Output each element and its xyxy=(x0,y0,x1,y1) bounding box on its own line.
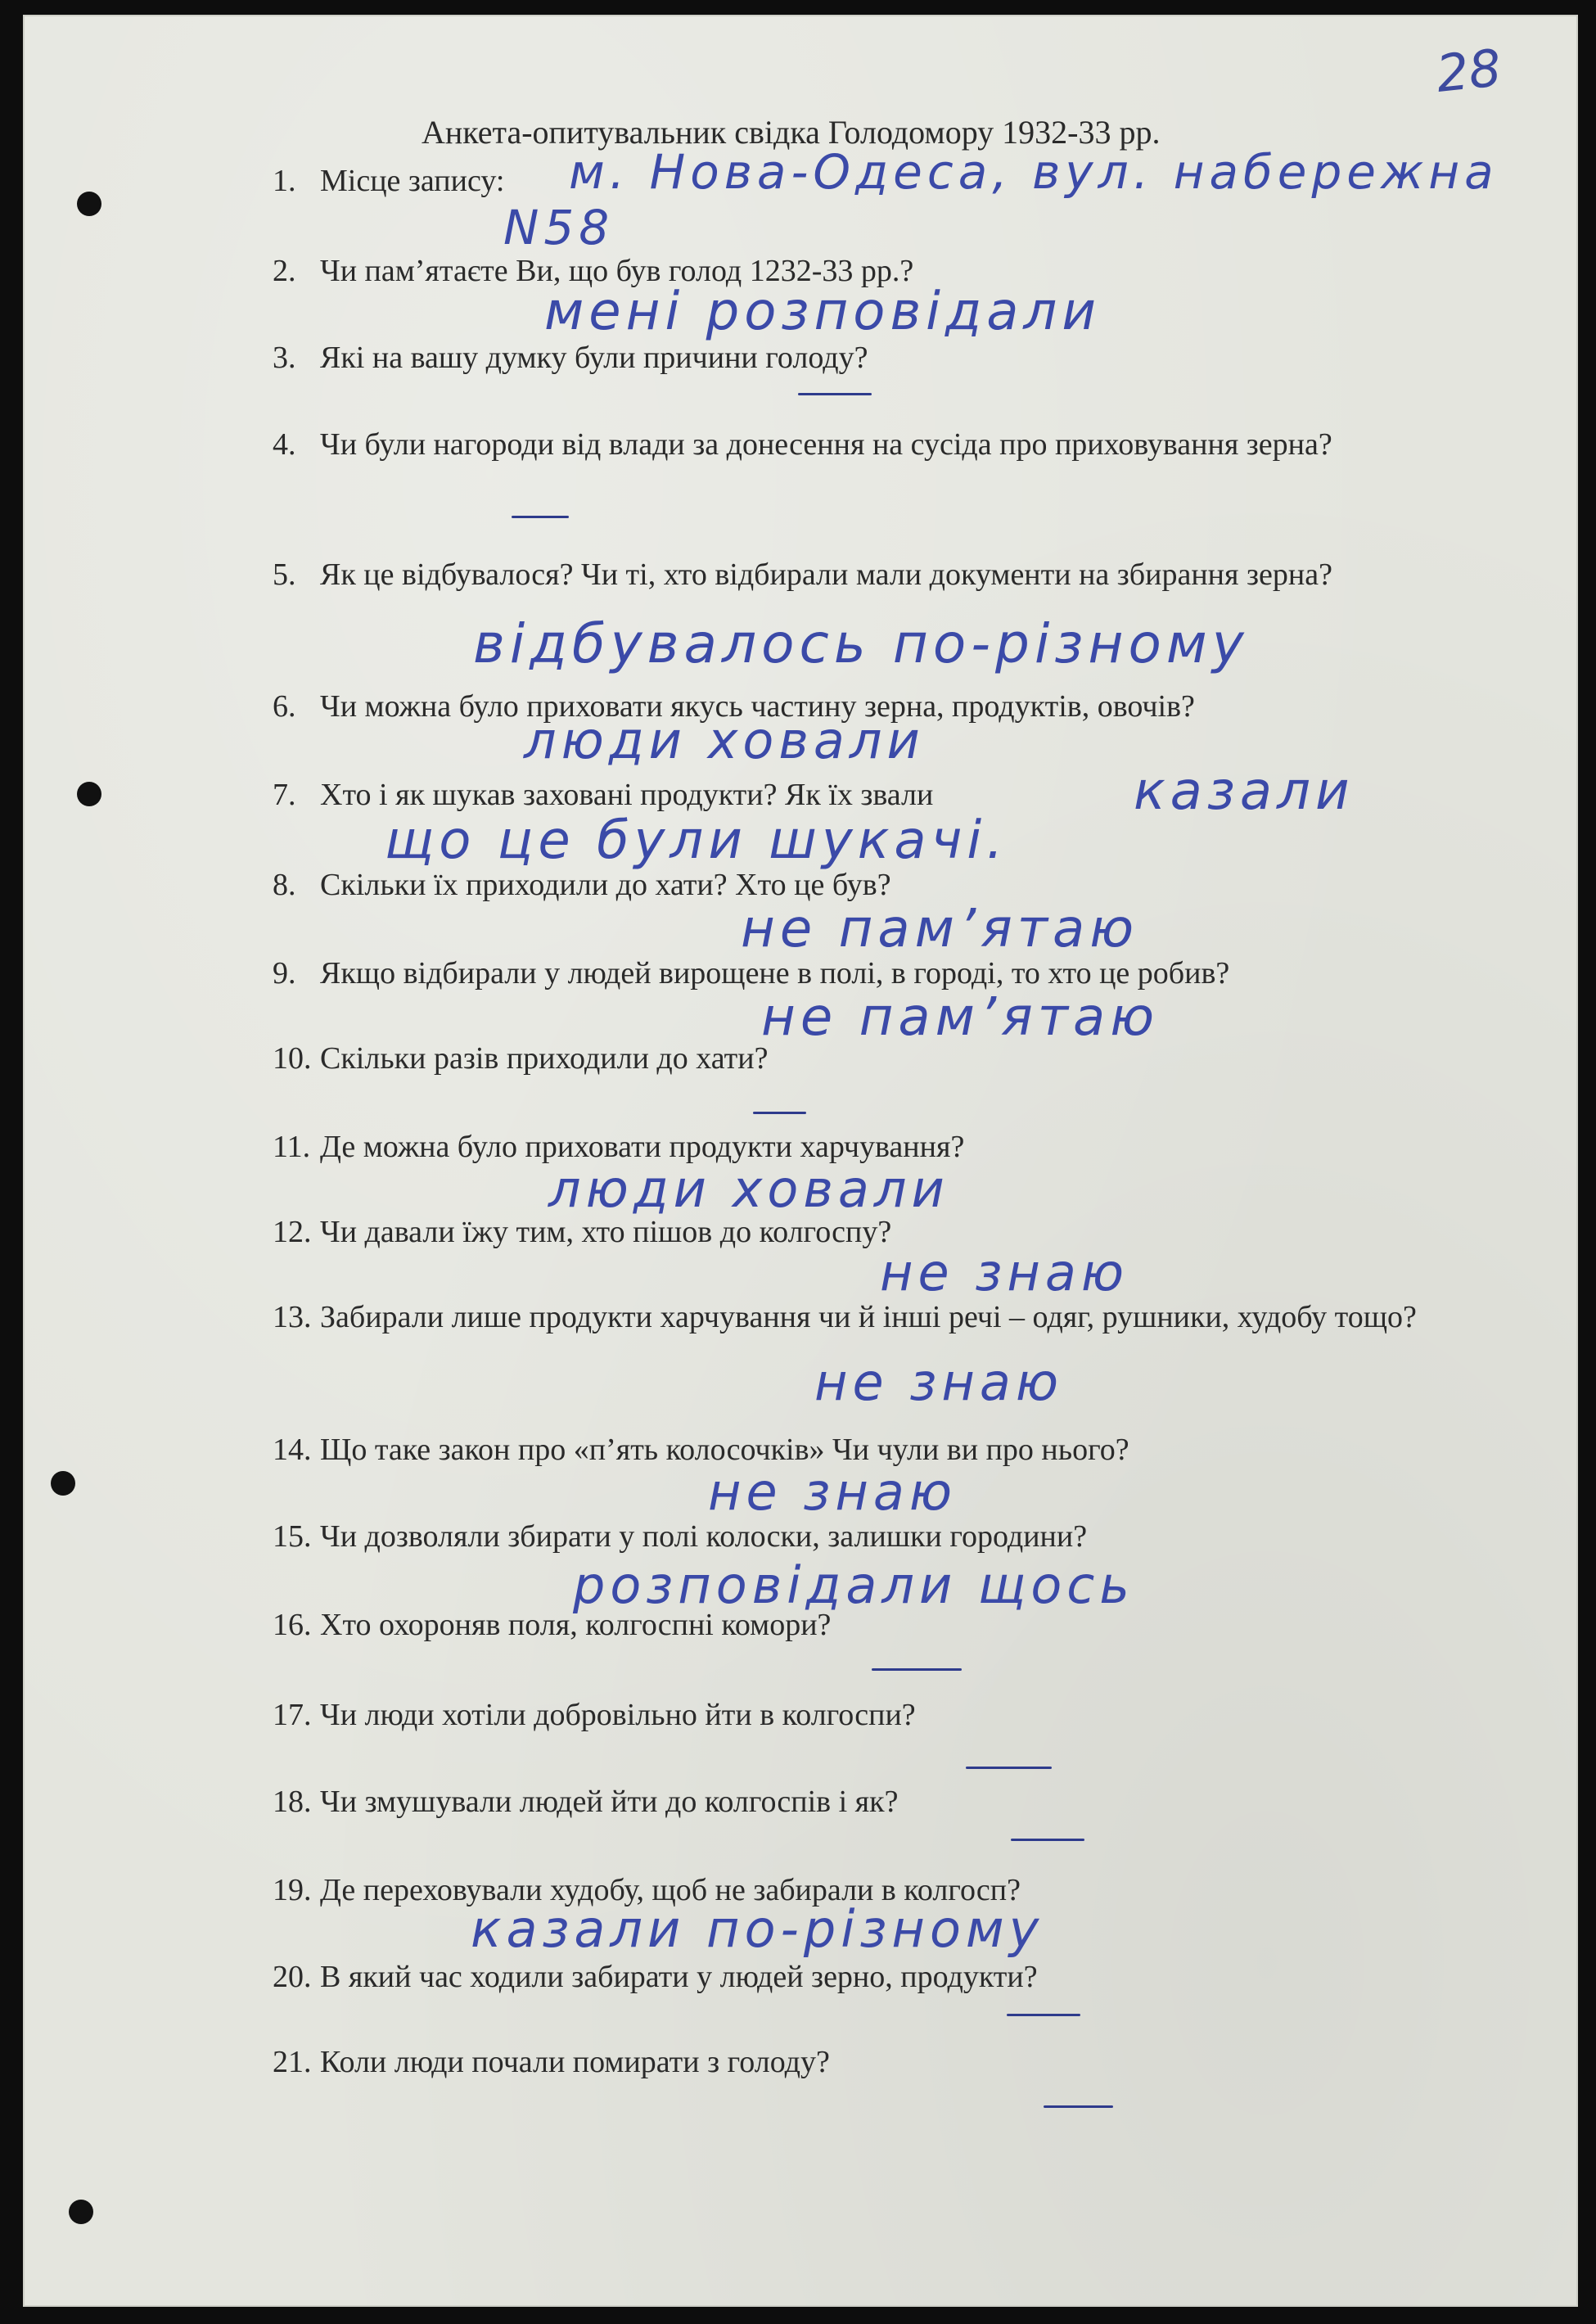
page-title: Анкета-опитувальник свідка Голодомору 1932-33 рр. xyxy=(422,114,1161,151)
question-number: 3. xyxy=(273,341,296,375)
question-number: 13. xyxy=(273,1300,312,1334)
question-number: 1. xyxy=(273,164,296,198)
question-text: Хто і як шукав заховані продукти? Як їх звали xyxy=(320,778,934,812)
binder-hole xyxy=(77,192,101,216)
question-number: 4. xyxy=(273,427,296,462)
question-text: Як це відбувалося? Чи ті, хто відбирали мали документи на збирання зерна? xyxy=(320,557,1332,592)
answer-1-line-1: м. Нова-Одеса, вул. набережна xyxy=(569,144,1499,200)
question-text: Чи змушували людей йти до колгоспів і як? xyxy=(320,1785,899,1819)
question-text: Забирали лише продукти харчування чи й інші речі – одяг, рушники, худобу тощо? xyxy=(320,1300,1417,1334)
question-text: Які на вашу думку були причини голоду? xyxy=(320,341,868,375)
answer-15: розповідали щось xyxy=(573,1555,1134,1615)
question-text: Чи пам’ятаєте Ви, що був голод 1232-33 рр.? xyxy=(320,254,914,288)
question-14 xyxy=(273,1429,1129,1470)
binder-hole xyxy=(51,1471,75,1496)
question-text: Скільки разів приходили до хати? xyxy=(320,1041,769,1076)
question-4 xyxy=(273,424,1451,465)
question-text: Чи люди хотіли добровільно йти в колгоспи? xyxy=(320,1698,916,1732)
handwritten-page-number: 28 xyxy=(1433,38,1504,104)
answer-8: не пам’ятаю xyxy=(741,899,1139,959)
question-text: Чи можна було приховати якусь частину зерна, продуктів, овочів? xyxy=(320,689,1195,724)
question-1 xyxy=(273,160,504,201)
question-number: 6. xyxy=(273,689,296,724)
answer-7-line-1: казали xyxy=(1134,761,1355,822)
answer-11: люди ховали xyxy=(548,1159,949,1219)
answer-19: казали по-різному xyxy=(471,1899,1044,1959)
question-number: 19. xyxy=(273,1873,312,1907)
answer-13: не знаю xyxy=(814,1352,1064,1412)
dash-answer-10 xyxy=(753,1112,806,1114)
question-17 xyxy=(273,1694,916,1735)
answer-14: не знаю xyxy=(708,1462,958,1522)
question-text: Чи дозволяли збирати у полі колоски, залишки городини? xyxy=(320,1519,1088,1554)
question-number: 20. xyxy=(273,1960,312,1994)
dash-answer-16 xyxy=(872,1668,962,1671)
question-text: Місце запису: xyxy=(320,164,505,198)
question-number: 15. xyxy=(273,1519,312,1554)
answer-12: не знаю xyxy=(880,1243,1129,1302)
answer-5: відбувалось по-різному xyxy=(473,612,1249,675)
question-number: 7. xyxy=(273,778,296,812)
question-text: Скільки їх приходили до хати? Хто це був? xyxy=(320,868,891,902)
answer-9: не пам’ятаю xyxy=(761,987,1160,1048)
question-3 xyxy=(273,337,868,378)
answer-1-line-2: N58 xyxy=(503,200,615,255)
question-text: Чи були нагороди від влади за донесення на сусіда про приховування зерна? xyxy=(320,427,1332,462)
question-number: 18. xyxy=(273,1785,312,1819)
question-text: Де переховували худобу, щоб не забирали в колгосп? xyxy=(320,1873,1021,1907)
answer-2: мені розповідали xyxy=(544,282,1101,342)
dash-answer-18 xyxy=(1011,1839,1084,1841)
question-number: 16. xyxy=(273,1608,312,1642)
question-18 xyxy=(273,1781,898,1822)
question-number: 17. xyxy=(273,1698,312,1732)
dash-answer-17 xyxy=(966,1767,1052,1769)
question-5 xyxy=(273,554,1451,595)
question-number: 11. xyxy=(273,1130,311,1164)
question-number: 14. xyxy=(273,1433,312,1467)
question-text: Хто охороняв поля, колгоспні комори? xyxy=(320,1608,832,1642)
question-text: В який час ходили забирати у людей зерно, продукти? xyxy=(320,1960,1038,1994)
question-text: Де можна було приховати продукти харчування? xyxy=(320,1130,965,1164)
binder-hole xyxy=(69,2200,93,2224)
question-13 xyxy=(273,1297,1451,1338)
dash-answer-21 xyxy=(1044,2105,1113,2108)
question-number: 9. xyxy=(273,956,296,991)
question-text: Що таке закон про «п’ять колосочків» Чи чули ви про нього? xyxy=(320,1433,1129,1467)
question-20 xyxy=(273,1956,1038,1997)
question-10 xyxy=(273,1038,768,1079)
question-text: Чи давали їжу тим, хто пішов до колгоспу? xyxy=(320,1215,892,1249)
question-number: 2. xyxy=(273,254,296,288)
question-number: 12. xyxy=(273,1215,312,1249)
answer-6: люди ховали xyxy=(524,711,925,770)
question-number: 8. xyxy=(273,868,296,902)
binder-hole xyxy=(77,782,101,806)
question-number: 10. xyxy=(273,1041,312,1076)
answer-7-line-2: що це були шукачі. xyxy=(385,810,1008,871)
dash-answer-20 xyxy=(1007,2014,1080,2016)
question-text: Коли люди почали помирати з голоду? xyxy=(320,2045,830,2079)
question-15 xyxy=(273,1516,1087,1557)
dash-answer-3 xyxy=(798,393,872,395)
dash-answer-4 xyxy=(512,516,569,518)
question-number: 21. xyxy=(273,2045,312,2079)
question-number: 5. xyxy=(273,557,296,592)
question-7 xyxy=(273,774,933,815)
question-21 xyxy=(273,2042,830,2083)
question-text: Якщо відбирали у людей вирощене в полі, в городі, то хто це робив? xyxy=(320,956,1230,991)
